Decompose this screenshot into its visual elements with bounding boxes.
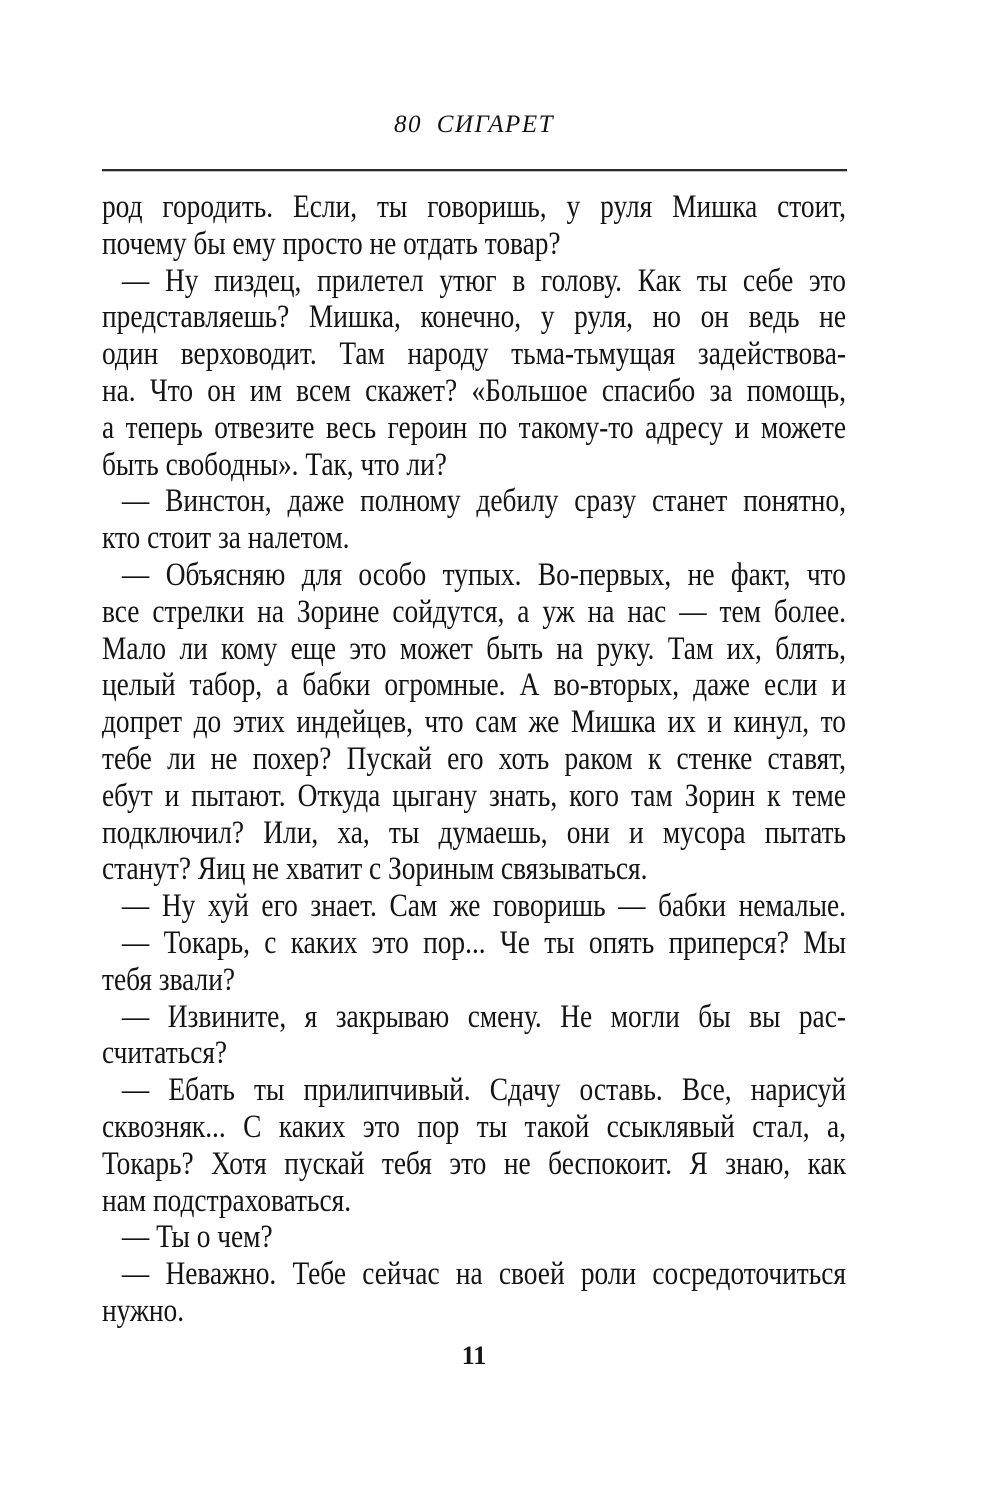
text-line: — Винстон, даже полному дебилу сразу станет понятно, [121, 483, 846, 520]
text-line: допрет до этих индейцев, что сам же Мишка их и кинул, то [102, 704, 846, 741]
text-line: — Токарь, с каких это пор... Че ты опять приперся? Мы [121, 924, 846, 961]
text-line: — Извините, я закрываю смену. Не могли бы вы рас- [121, 998, 846, 1035]
text-line: все стрелки на Зорине сойдутся, а уж на нас — тем более. [102, 593, 846, 630]
text-line: нужно. [102, 1292, 185, 1329]
text-line: почему бы ему просто не отдать товар? [102, 225, 561, 262]
text-line: станут? Яиц не хватит с Зориным связываться. [102, 851, 648, 888]
page-number: 11 [461, 1341, 487, 1370]
body-text [102, 189, 846, 1330]
text-line: кто стоит за налетом. [102, 520, 350, 557]
text-line: — Ну пиздец, прилетел утюг в голову. Как ты себе это [121, 262, 846, 299]
text-line: представляешь? Мишка, конечно, у руля, но он ведь не [102, 299, 846, 336]
header-rule [102, 169, 847, 171]
text-line: тебе ли не похер? Пускай его хоть раком к стенке ставят, [102, 740, 846, 777]
text-line: — Объясняю для особо тупых. Во-первых, не факт, что [121, 556, 846, 593]
text-line: сквозняк... С каких это пор ты такой ссыклявый стал, а, [102, 1108, 846, 1145]
text-line: быть свободны». Так, что ли? [102, 446, 447, 483]
text-line: — Ты о чем? [121, 1219, 273, 1256]
text-line: подключил? Или, ха, ты думаешь, они и мусора пытать [102, 814, 846, 851]
text-line: тебя звали? [102, 961, 236, 998]
text-line: ебут и пытают. Откуда цыгану знать, кого там Зорин к теме [102, 777, 846, 814]
text-line: Токарь? Хотя пускай тебя это не беспокоит. Я знаю, как [102, 1145, 846, 1182]
text-line: — Неважно. Тебе сейчас на своей роли сосредоточиться [121, 1256, 846, 1293]
text-line: на. Что он им всем скажет? «Большое спасибо за помощь, [102, 372, 846, 409]
text-line: считаться? [102, 1035, 228, 1072]
text-line: нам подстраховаться. [102, 1182, 352, 1219]
text-line: один верховодит. Там народу тьма-тьмущая задействова- [102, 336, 846, 373]
text-line: Мало ли кому еще это может быть на руку. Там их, блять, [102, 630, 846, 667]
running-header: 80 СИГАРЕТ [393, 111, 555, 138]
text-line: а теперь отвезите весь героин по такому-то адресу и можете [102, 409, 846, 446]
text-line: целый табор, а бабки огромные. А во-вторых, даже если и [102, 667, 846, 704]
text-line: — Ну хуй его знает. Сам же говоришь — бабки немалые. [121, 888, 846, 925]
text-line: род городить. Если, ты говоришь, у руля Мишка стоит, [102, 189, 846, 225]
text-line: — Ебать ты прилипчивый. Сдачу оставь. Все, нарисуй [121, 1072, 846, 1109]
